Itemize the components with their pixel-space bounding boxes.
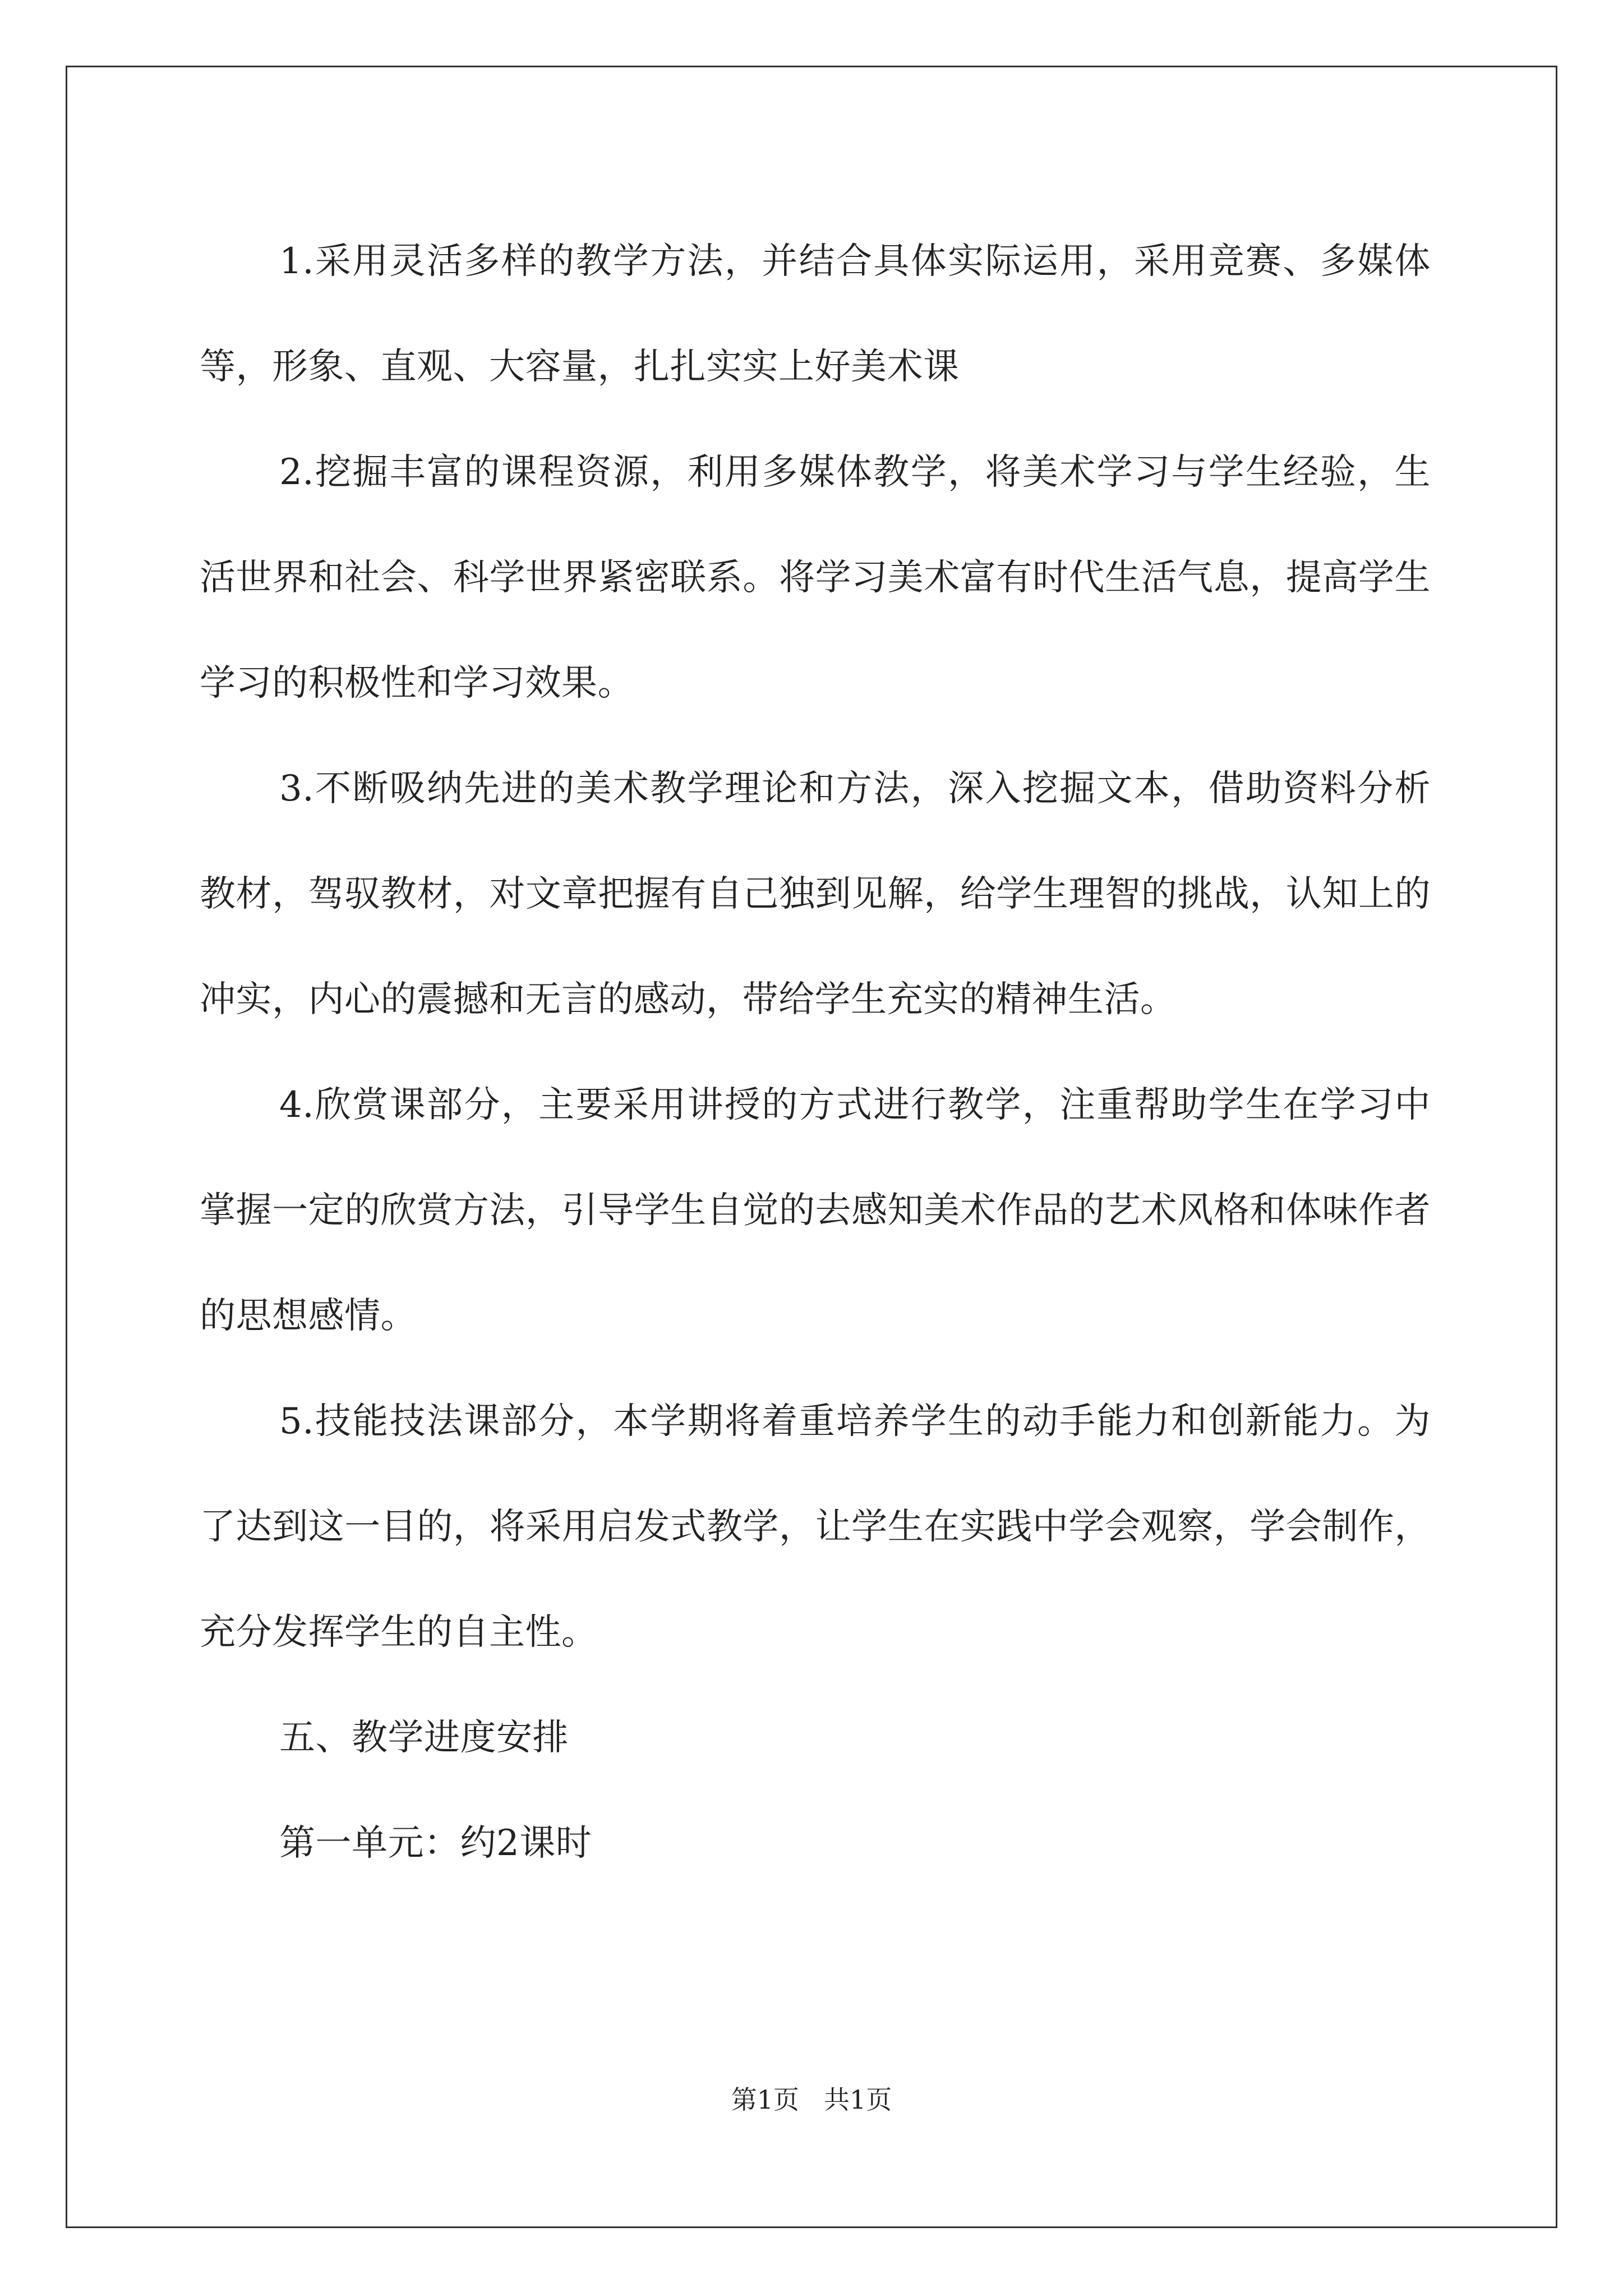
section-heading: 五、教学进度安排	[279, 1717, 569, 1759]
paragraph-method-2: 2.挖掘丰富的课程资源，利用多媒体教学，将美术学习与学生经验，生活世界和社会、科学世界紧密联系。将学习美术富有时代生活气息，提高学生学习的积极性和学习效果。	[200, 452, 1431, 704]
paragraph-method-4: 4.欣赏课部分，主要采用讲授的方式进行教学，注重帮助学生在学习中掌握一定的欣赏方法，引导学生自觉的去感知美术作品的艺术风格和体味作者的思想感情。	[200, 1084, 1431, 1337]
unit-schedule-line: 第一单元：约2课时	[279, 1823, 592, 1864]
page-footer	[0, 2083, 1623, 2116]
paragraph-method-1: 1.采用灵活多样的教学方法，并结合具体实际运用，采用竞赛、多媒体等，形象、直观、大容量，扎扎实实上好美术课	[200, 241, 1431, 388]
page-total: 共1页	[824, 2085, 892, 2115]
page-number: 第1页	[731, 2085, 799, 2115]
document-body	[200, 209, 1431, 1896]
paragraph-method-3: 3.不断吸纳先进的美术教学理论和方法，深入挖掘文本，借助资料分析教材，驾驭教材，对文章把握有自己独到见解，给学生理智的挑战，认知上的冲实，内心的震撼和无言的感动，带给学生充实的精神生活。	[200, 768, 1431, 1020]
paragraph-method-5: 5.技能技法课部分，本学期将着重培养学生的动手能力和创新能力。为了达到这一目的，将采用启发式教学，让学生在实践中学会观察，学会制作，充分发挥学生的自主性。	[200, 1401, 1431, 1653]
